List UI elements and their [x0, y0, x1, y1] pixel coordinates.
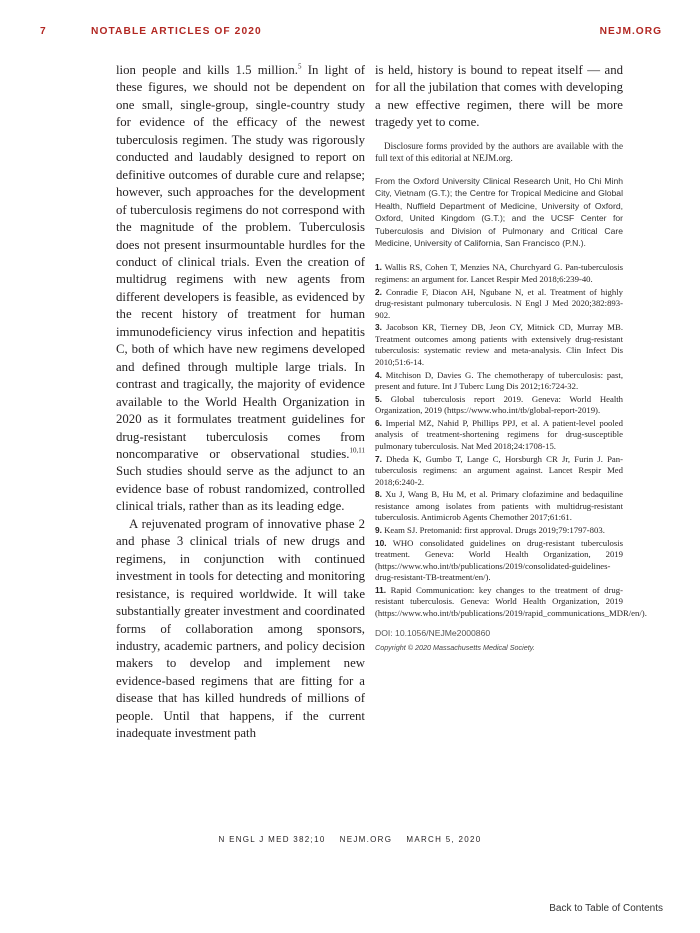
reference-number: 2.: [375, 286, 382, 297]
reference-number: 4.: [375, 369, 382, 380]
reference-number: 6.: [375, 417, 382, 428]
reference-item: [375, 584, 647, 620]
reference-list: [375, 262, 647, 619]
right-column: [375, 62, 647, 653]
reference-text: Conradie F, Diacon AH, Ngubane N, et al. Treatment of highly drug-resistant pulmonary tuberculosis. N Engl J Med 2020;382:893-902.: [375, 286, 624, 320]
reference-text: Mitchison D, Davies G. The chemotherapy of tuberculosis: past, present and future. Int J Tuberc Lung Dis 2012;16:724-32.: [375, 369, 624, 391]
body-paragraph-continuation: is held, history is bound to repeat itself — and for all the jubilation that comes with developing a new effective regimen, there will be more tragedy yet to come.: [375, 63, 623, 130]
reference-item: [375, 525, 623, 537]
reference-text: Xu J, Wang B, Hu M, et al. Primary clofazimine and bedaquiline resistance among isolates from patients with multidrug-resistant tuberculosis. Antimicrob Agents Chemother 2017;61:61.: [375, 489, 623, 523]
page-header: [30, 26, 662, 48]
reference-item: [375, 454, 623, 489]
reference-text: Imperial MZ, Nahid P, Phillips PPJ, et al. A patient-level pooled analysis of treatment-shortening regimens for drug-susceptible pulmonary tuberculosis. Nat Med 2018;24:1708-15.: [375, 417, 623, 451]
body-paragraph-2: A rejuvenated program of innovative phase 2 and phase 3 clinical trials of new drugs and regimens, in conjunction with continued investment in tools for detecting and monitoring resistance, is required worldwide. It will take substantially greater investment and coordinated forms of collaboration among sponsors, industry, academic partners, and policy decision makers to develop and implement new evidence-based regimens that are fitting for a disease that has killed hundreds of millions of people. Until that happens, if the current inadequate investment path: [116, 516, 365, 741]
reference-text: Keam SJ. Pretomanid: first approval. Drugs 2019;79:1797-803.: [384, 524, 605, 535]
reference-item: [375, 418, 623, 453]
paragraph-text: In light of these figures, we should not be dependent on one small, single-group, single-country study for evidence of the efficacy of the newest tuberculosis regimen. The study was rigorously conducted and laudably designed to report on definitive outcomes of durable cure and relapse; however, such approaches for the development of tuberculosis regimens do not correspond with the magnitude of the problem. Tuberculosis does not present insurmountable hurdles for the conduct of clinical trials. Even the creation of multidrug regimens with new agents from different developers is feasible, as evidenced by the recent history of treatment for human immunodeficiency virus infection and hepatitis C, both of which have new regimens developed and defined through multiple large trials. In contrast and tragically, the majority of evidence available to the World Health Organization in 2020 as it formulates treatment guidelines for drug-resistant tuberculosis comes from noncomparative or observational studies.: [116, 63, 365, 461]
back-to-toc-link[interactable]: Back to Table of Contents: [549, 903, 663, 914]
reference-item: [375, 322, 623, 368]
reference-text: Global tuberculosis report 2019. Geneva: World Health Organization, 2019 (https://www.who.int/tb/global-report-2019).: [375, 393, 624, 416]
reference-text: Wallis RS, Cohen T, Menzies NA, Churchyard G. Pan-tuberculosis regimens: an argument for. Lancet Respir Med 2018;6:239-40.: [375, 262, 623, 284]
page-number: 7: [40, 26, 47, 37]
citation-superscript: 5: [297, 62, 302, 71]
paragraph-text: Such studies should serve as the adjunct to an evidence base of robust randomized, controlled clinical trials, rather than as its leading edge.: [116, 464, 365, 514]
author-affiliation: From the Oxford University Clinical Research Unit, Ho Chi Minh City, Vietnam (G.T.); the Centre for Tropical Medicine and Global Health, Nuffield Department of Medicine, University of Oxford, Oxford, United Kingdom (G.T.); and the UCSF Center for Tuberculosis and Division of Pulmonary and Critical Care Medicine, University of California, San Francisco (P.N.).: [375, 176, 623, 249]
copyright-line: Copyright © 2020 Massachusetts Medical Society.: [375, 643, 535, 653]
citation-superscript: 10,11: [349, 446, 365, 455]
site-name: NEJM.ORG: [599, 26, 662, 37]
reference-text: Dheda K, Gumbo T, Lange C, Horsburgh CR Jr, Furin J. Pan-tuberculosis regimens: an argument against. Lancet Respir Med 2018;6:240-2.: [375, 453, 623, 487]
reference-text: Jacobson KR, Tierney DB, Jeon CY, Mitnick CD, Murray MB. Treatment outcomes among patients with extensively drug-resistant tuberculosis: systematic review and meta-analysis. Clin Infect Dis 2010;51:6-14.: [375, 322, 624, 367]
reference-item: [375, 538, 623, 584]
reference-item: [375, 489, 623, 524]
reference-number: 5.: [375, 393, 382, 404]
disclosure-note: Disclosure forms provided by the authors are available with the full text of this editorial at NEJM.org.: [375, 140, 623, 163]
reference-text: WHO consolidated guidelines on drug-resistant tuberculosis treatment. Geneva: World Health Organization, 2019 (https://www.who.int/tb/publications/2019/consolidated-guidelines-drug-resistant-TB-treatment/en/).: [375, 537, 624, 583]
reference-number: 7.: [375, 453, 382, 464]
reference-number: 1.: [375, 262, 382, 273]
reference-item: [375, 287, 623, 322]
paragraph-text: lion people and kills 1.5 million.: [116, 63, 298, 77]
reference-number: 11.: [375, 584, 387, 595]
body-paragraph-1: [116, 62, 365, 516]
page-footer-citation: N ENGL J MED 382;10 NEJM.ORG MARCH 5, 2020: [218, 835, 482, 844]
doi-line: DOI: 10.1056/NEJMe2000860: [375, 628, 491, 639]
section-title: NOTABLE ARTICLES OF 2020: [91, 26, 262, 37]
reference-item: [375, 394, 623, 417]
reference-item: [375, 370, 623, 393]
reference-number: 9.: [375, 524, 382, 535]
reference-number: 8.: [375, 489, 382, 500]
reference-number: 10.: [375, 537, 387, 548]
left-column: [116, 62, 365, 743]
reference-text: Rapid Communication: key changes to the treatment of drug-resistant tuberculosis. Geneva: World Health Organization, 2019 (https://www.who.int/tb/publications/2019/rapid_communications_MDR/en/).: [375, 584, 647, 618]
reference-item: [375, 262, 623, 285]
reference-number: 3.: [375, 322, 382, 333]
